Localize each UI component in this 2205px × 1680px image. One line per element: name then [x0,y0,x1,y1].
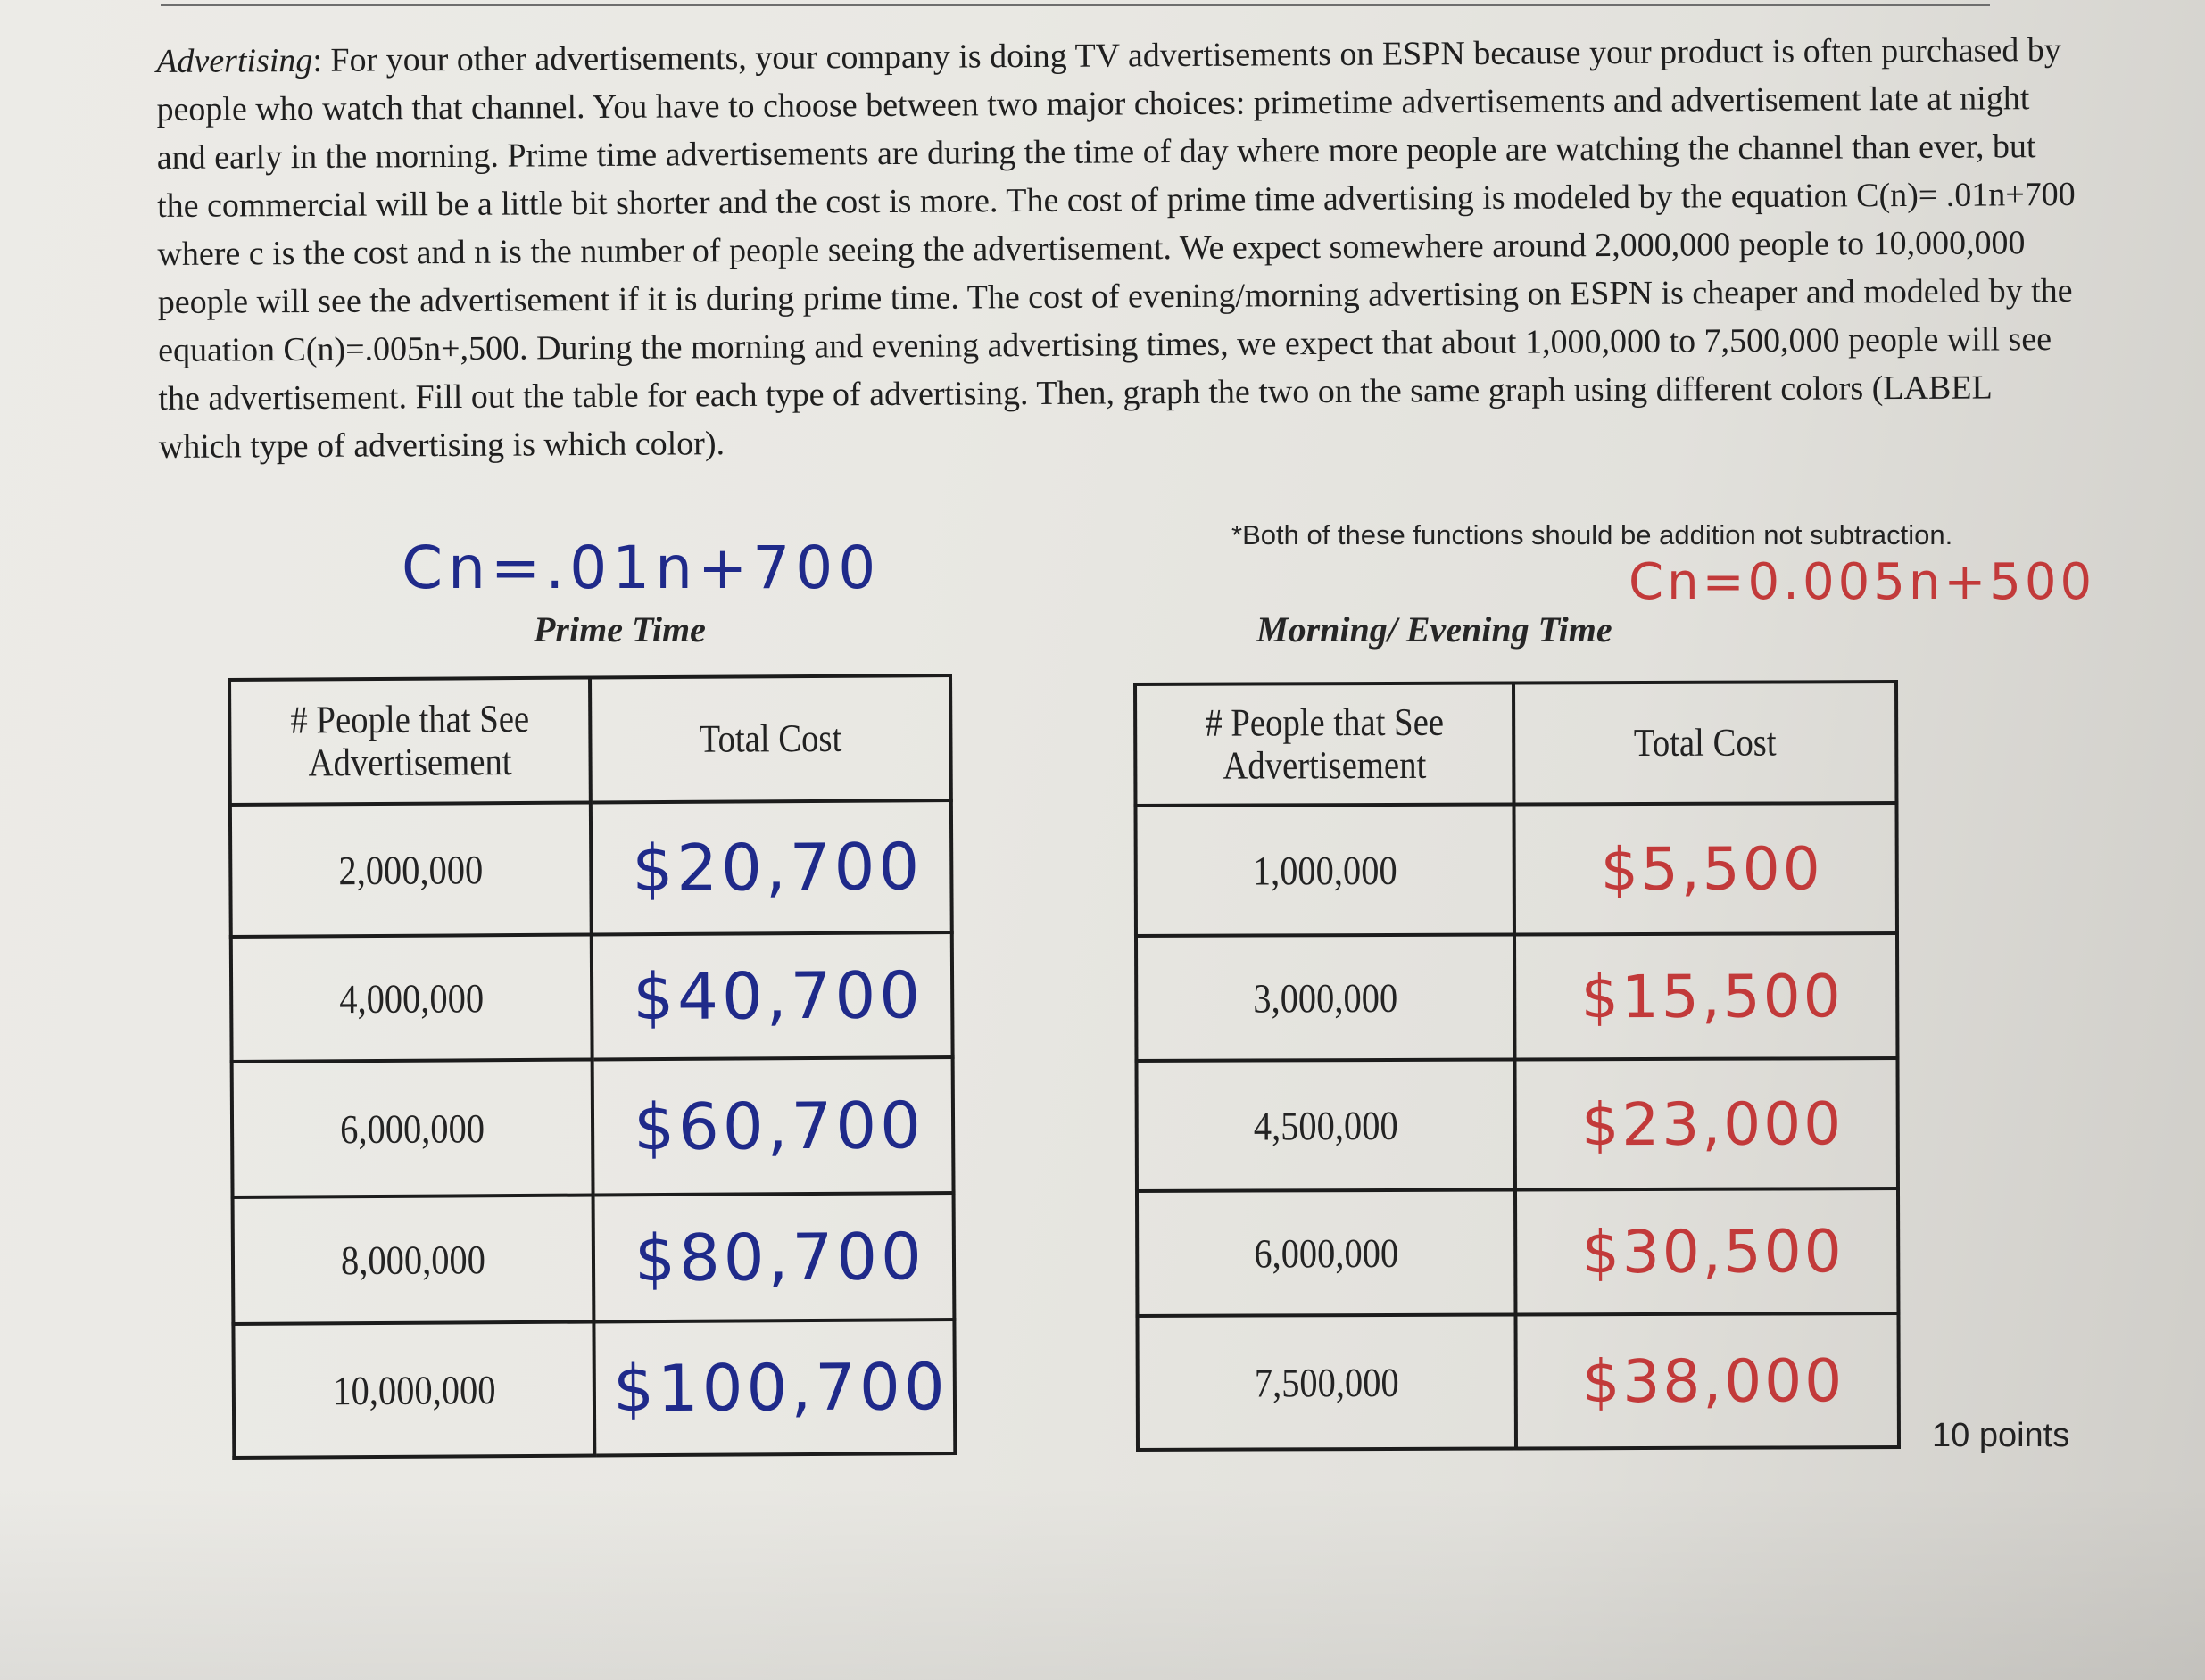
prime-cost-value: $20,700 [591,800,952,934]
morning-cost-value: $5,500 [1513,803,1897,934]
morning-people-value: 1,000,000 [1252,847,1397,894]
prime-people-cell [233,1322,594,1458]
prime-people-value: 10,000,000 [332,1366,496,1413]
morning-header-people-cell [1135,683,1513,806]
prime-people-cell [232,1060,593,1197]
top-rule-line [161,4,1990,6]
points-label: 10 points [1932,1417,2070,1454]
prime-people-value: 4,000,000 [339,974,485,1022]
prime-people-cell [231,935,593,1062]
morning-people-cell [1136,935,1514,1061]
prime-cost-value: $60,700 [593,1057,954,1195]
morning-people-value: 6,000,000 [1254,1229,1399,1277]
prime-people-value: 2,000,000 [338,846,484,893]
prime-cost-value: $40,700 [592,932,953,1059]
paragraph-lead: Advertising [156,41,313,80]
morning-cost-value: $15,500 [1514,933,1897,1059]
prime-cost-value: $100,700 [593,1320,955,1455]
prime-people-cell [233,1196,594,1324]
problem-paragraph [156,26,2077,471]
morning-evening-table [1133,680,1901,1452]
morning-equation-handwritten: Cn=0.005n+500 [1629,553,2096,611]
prime-time-caption: Prime Time [534,609,706,650]
morning-people-cell [1137,1190,1515,1316]
morning-cost-value: $38,000 [1515,1313,1899,1448]
prime-time-table [228,674,957,1460]
morning-header-cost: Total Cost [1633,720,1777,766]
prime-people-cell [230,803,592,937]
morning-people-value: 7,500,000 [1254,1359,1399,1406]
prime-header-cost-cell [590,675,951,802]
morning-cost-value: $30,500 [1515,1188,1898,1314]
prime-header-cost: Total Cost [699,716,842,761]
morning-people-cell [1135,805,1514,936]
prime-equation-handwritten: Cn=.01n+700 [402,534,882,602]
addition-note: *Both of these functions should be addition not subtraction. [1231,519,1953,550]
morning-header-cost-cell [1513,682,1896,804]
morning-evening-caption: Morning/ Evening Time [1256,609,1612,650]
morning-header-people: # People that See Advertisement [1205,699,1445,788]
morning-cost-value: $23,000 [1514,1058,1898,1189]
paper-shadow [0,1484,2205,1680]
morning-people-value: 3,000,000 [1253,974,1398,1022]
prime-people-value: 8,000,000 [340,1236,486,1283]
morning-people-value: 4,500,000 [1253,1102,1398,1149]
prime-header-people: # People that See Advertisement [290,696,530,785]
morning-people-cell [1137,1315,1516,1450]
prime-people-value: 6,000,000 [339,1105,485,1152]
prime-cost-value: $80,700 [593,1193,955,1321]
prime-header-people-cell [229,678,591,805]
morning-people-cell [1136,1060,1515,1191]
paragraph-body: : For your other advertisements, your company is doing TV advertisements on ESPN because your product is often purchased by people who watch that channel. You have to choose between two major choices: primetime advertisements and advertisement late at night and early in the morning. Prime time advertisements are during the time of day where more people are watching the channel than ever, but the commercial will be a little bit shorter and the cost is more. The cost of prime time advertising is modeled by the equation C(n)= .01n+700 where c is the cost and n is the number of people seeing the advertisement. We expect somewhere around 2,000,000 people to 10,000,000 people will see the advertisement if it is during prime time. The cost of evening/morning advertising on ESPN is cheaper and modeled by the equation C(n)=.005n+,500. During the morning and evening advertising times, we expect that about 1,000,000 to 7,500,000 people will see the advertisement. Fill out the table for each type of advertising. Then, graph the two on the same graph using different colors (LABEL which type of advertising is which color). [156,30,2076,466]
